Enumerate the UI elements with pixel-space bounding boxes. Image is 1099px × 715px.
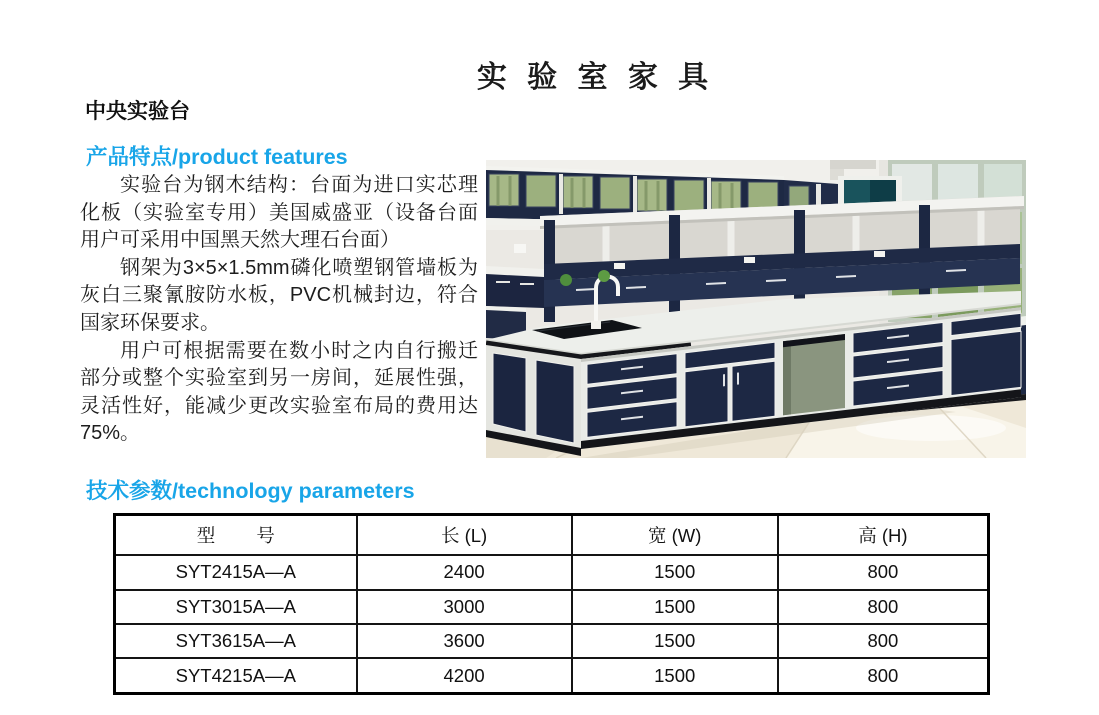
column-header-model: 型 号 (115, 515, 357, 556)
cell-model: SYT4215A—A (115, 658, 357, 693)
column-header-height: 高 (H) (778, 515, 989, 556)
cell-length: 3000 (357, 590, 572, 624)
cell-width: 1500 (572, 590, 778, 624)
features-paragraph: 钢架为3×5×1.5mm磷化喷塑钢管墙板为灰白三聚氰胺防水板，PVC机械封边，符合国家环保要求。 (80, 256, 478, 334)
cell-model: SYT2415A—A (115, 555, 357, 589)
spec-table-header-row (115, 515, 989, 556)
column-header-length: 长 (L) (357, 515, 572, 556)
table-row (115, 624, 989, 658)
laboratory-bench-photo-illustration (486, 160, 1026, 458)
features-paragraph: 实验台为钢木结构：台面为进口实芯理化板（实验室专用）美国威盛亚（设备台面用户可采用中国黑天然大理石台面） (80, 174, 478, 252)
cell-model: SYT3015A—A (115, 590, 357, 624)
spec-table-container (113, 513, 990, 695)
category-title: 中央实验台 (85, 100, 190, 123)
features-section-heading: 产品特点/product features (86, 145, 348, 169)
cell-height: 800 (778, 658, 989, 693)
table-row (115, 590, 989, 624)
cell-height: 800 (778, 555, 989, 589)
cell-length: 3600 (357, 624, 572, 658)
product-photo (486, 160, 1026, 458)
cell-height: 800 (778, 590, 989, 624)
spec-table (113, 513, 990, 695)
features-paragraphs (80, 172, 478, 448)
cell-width: 1500 (572, 624, 778, 658)
cell-model: SYT3615A—A (115, 624, 357, 658)
cell-length: 2400 (357, 555, 572, 589)
table-row (115, 658, 989, 693)
cell-length: 4200 (357, 658, 572, 693)
features-paragraph: 用户可根据需要在数小时之内自行搬迁部分或整个实验室到另一房间，延展性强，灵活性好，能减少更改实验室布局的费用达75%。 (80, 339, 478, 445)
parameters-section-heading: 技术参数/technology parameters (86, 479, 415, 503)
cell-height: 800 (778, 624, 989, 658)
cell-width: 1500 (572, 555, 778, 589)
page-title: 实 验 室 家 具 (476, 61, 715, 94)
column-header-width: 宽 (W) (572, 515, 778, 556)
cell-width: 1500 (572, 658, 778, 693)
table-row (115, 555, 989, 589)
